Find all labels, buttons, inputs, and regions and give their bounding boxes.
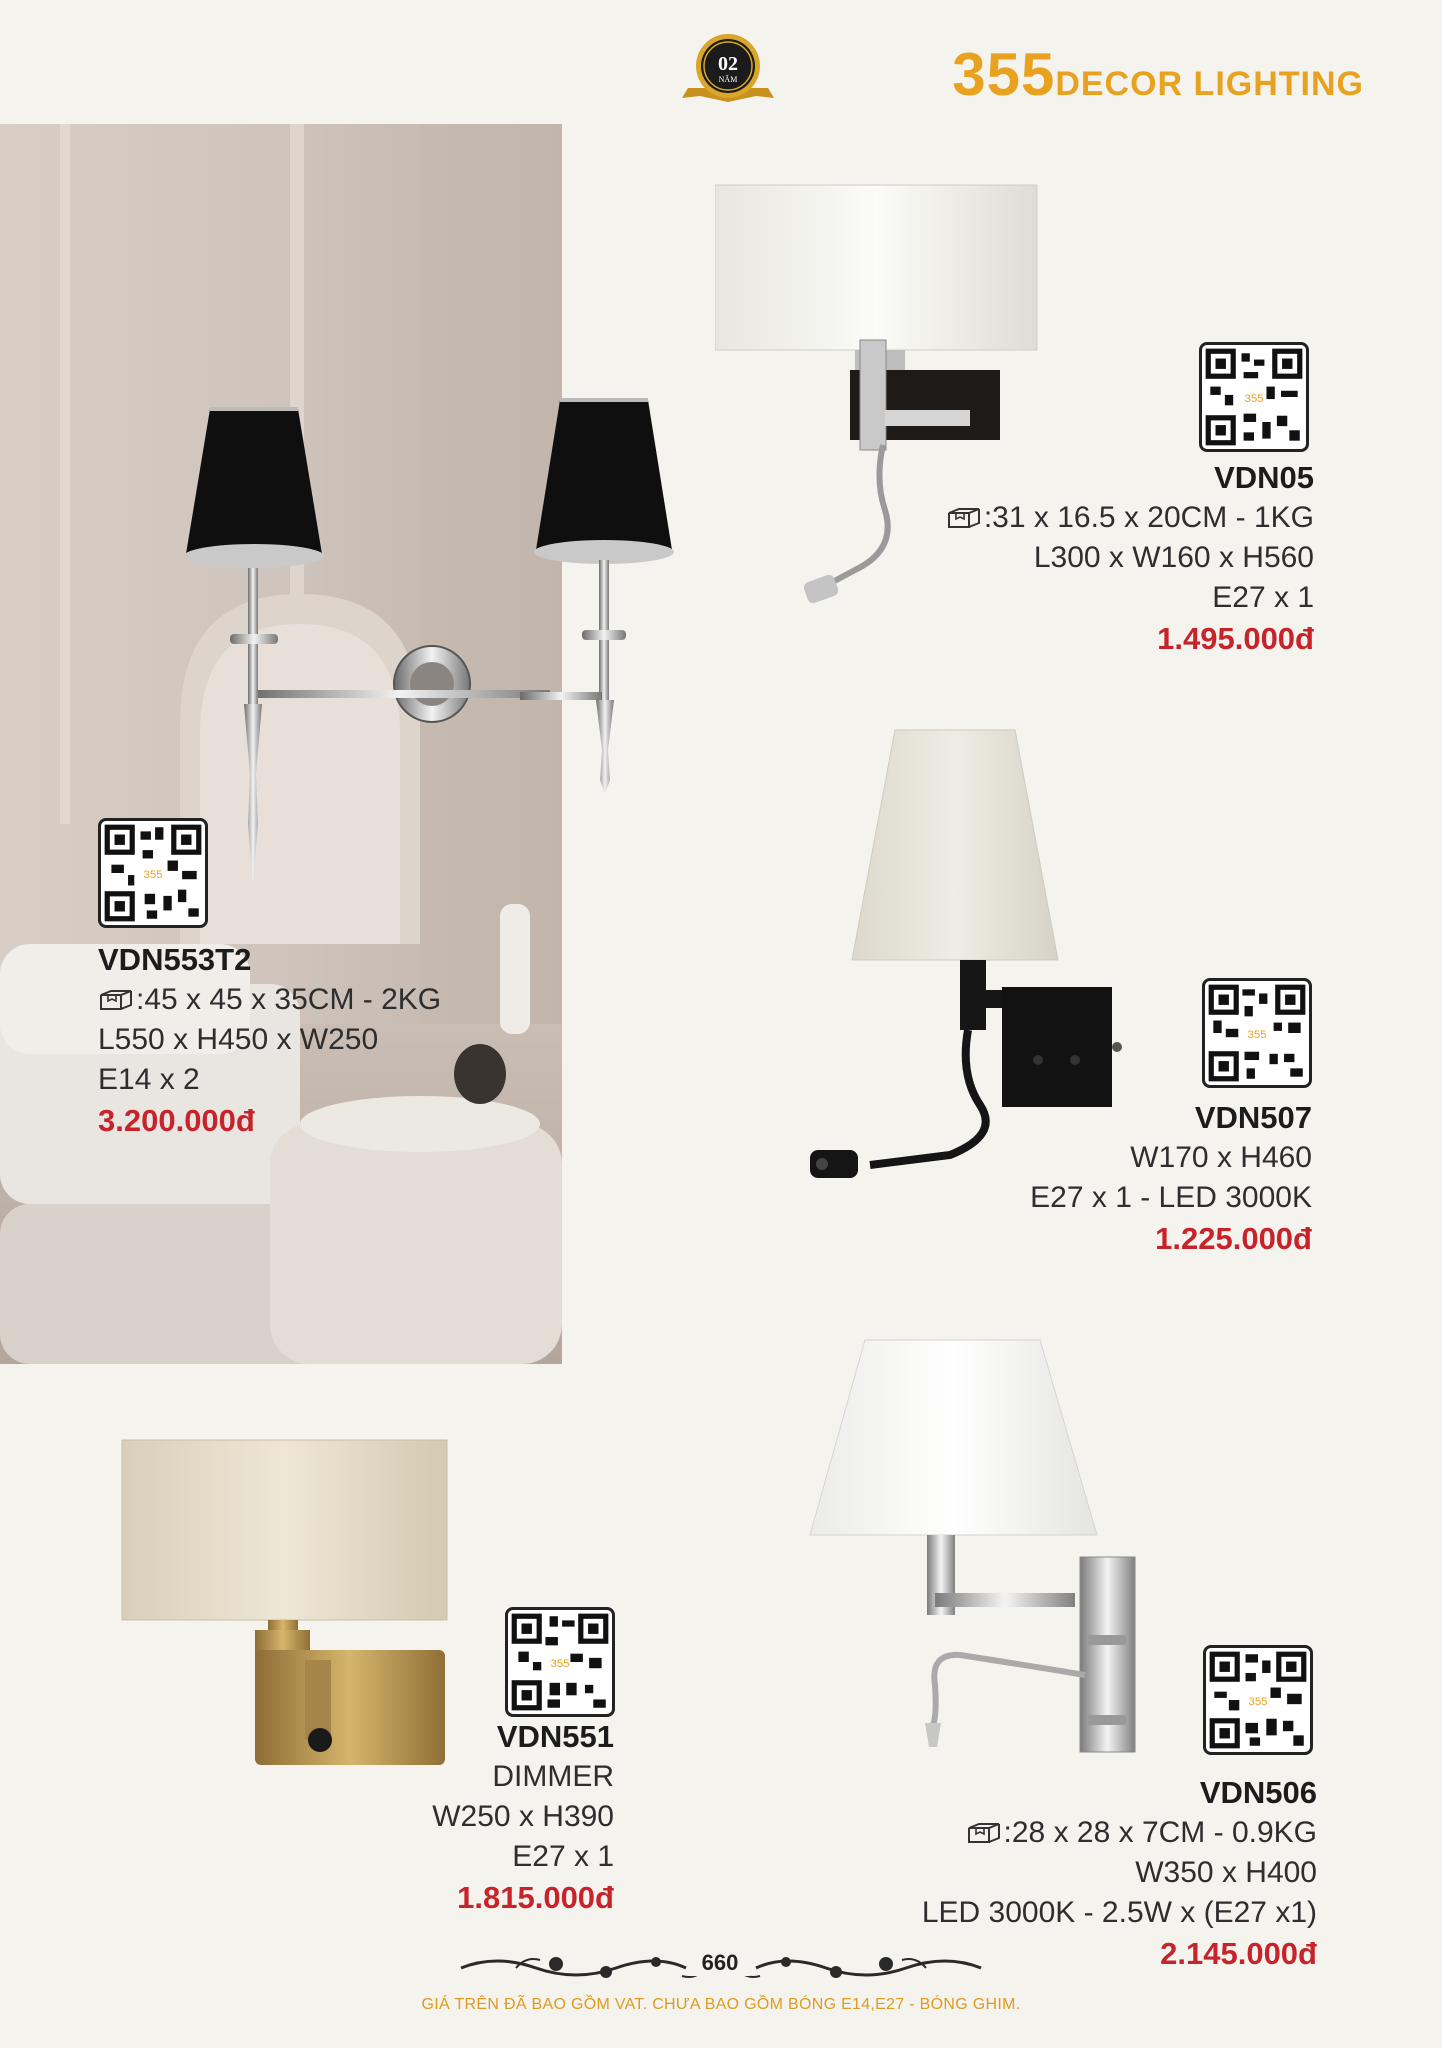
product-info-vdn553t2	[98, 940, 441, 1142]
bulb-spec: E27 x 1 - LED 3000K	[1030, 1181, 1312, 1214]
product-code: VDN553T2	[98, 942, 252, 977]
page-number: 660	[690, 1950, 750, 1976]
badge-number: 02	[718, 53, 738, 75]
price: 2.145.000đ	[1160, 1936, 1317, 1971]
product-image-vdn506	[785, 1335, 1155, 1765]
brand-number: 355	[952, 41, 1056, 108]
svg-text:355: 355	[143, 869, 163, 882]
room-photo-vdn553t2	[0, 124, 562, 1364]
price-footnote: GIÁ TRÊN ĐÃ BAO GỒM VAT. CHƯA BAO GỒM BÓNG E14,E27 - BÓNG GHIM.	[421, 1996, 1021, 2013]
bulb-spec: LED 3000K - 2.5W x (E27 x1)	[921, 1896, 1317, 1929]
product-info-vdn507	[1030, 1098, 1312, 1260]
qr-code-icon	[1202, 345, 1306, 449]
price: 1.225.000đ	[1155, 1221, 1312, 1256]
product-code: VDN506	[1199, 1775, 1317, 1810]
product-info-vdn05	[946, 458, 1314, 660]
qr-code-icon	[1205, 981, 1309, 1085]
qr-code-icon	[508, 1610, 612, 1714]
dimensions: W170 x H460	[1130, 1141, 1312, 1174]
anniversary-badge-icon	[680, 28, 776, 114]
sconce-right-arm-illustration	[520, 390, 710, 810]
dimensions: W250 x H390	[432, 1800, 614, 1833]
product-code: VDN551	[496, 1719, 614, 1754]
bulb-spec: E14 x 2	[98, 1063, 200, 1096]
dimensions: W350 x H400	[1135, 1856, 1317, 1889]
price: 3.200.000đ	[98, 1103, 255, 1138]
package-box-icon	[966, 1821, 1002, 1845]
svg-text:355: 355	[1247, 1029, 1267, 1042]
feature: DIMMER	[492, 1760, 614, 1793]
product-code: VDN507	[1194, 1100, 1312, 1135]
package-spec: :31 x 16.5 x 20CM - 1KG	[946, 498, 1314, 538]
qr-code-icon	[101, 821, 205, 925]
svg-text:355: 355	[1244, 393, 1264, 406]
dimensions: L550 x H450 x W250	[98, 1023, 379, 1056]
brand-name: DECOR LIGHTING	[1055, 65, 1364, 103]
qr-code-vdn553t2[interactable]	[98, 818, 208, 928]
qr-code-vdn551[interactable]	[505, 1607, 615, 1717]
price: 1.495.000đ	[1157, 621, 1314, 656]
svg-text:355: 355	[1248, 1696, 1268, 1709]
package-box-icon	[98, 988, 134, 1012]
package-spec: :45 x 45 x 35CM - 2KG	[98, 980, 441, 1020]
bulb-spec: E27 x 1	[1212, 581, 1314, 614]
qr-code-vdn506[interactable]	[1203, 1645, 1313, 1755]
product-code: VDN05	[1214, 460, 1314, 495]
product-info-vdn551	[432, 1717, 614, 1919]
badge-word: NĂM	[718, 75, 738, 84]
qr-code-vdn05[interactable]	[1199, 342, 1309, 452]
svg-text:355: 355	[550, 1658, 570, 1671]
price: 1.815.000đ	[457, 1880, 614, 1915]
brand-logo	[952, 40, 1364, 109]
qr-code-vdn507[interactable]	[1202, 978, 1312, 1088]
package-box-icon	[946, 506, 982, 530]
qr-code-icon	[1206, 1648, 1310, 1752]
product-info-vdn506	[922, 1773, 1317, 1975]
product-image-vdn551	[120, 1435, 450, 1770]
package-spec: :28 x 28 x 7CM - 0.9KG	[922, 1813, 1317, 1853]
dimensions: L300 x W160 x H560	[1033, 541, 1314, 574]
bulb-spec: E27 x 1	[512, 1840, 614, 1873]
